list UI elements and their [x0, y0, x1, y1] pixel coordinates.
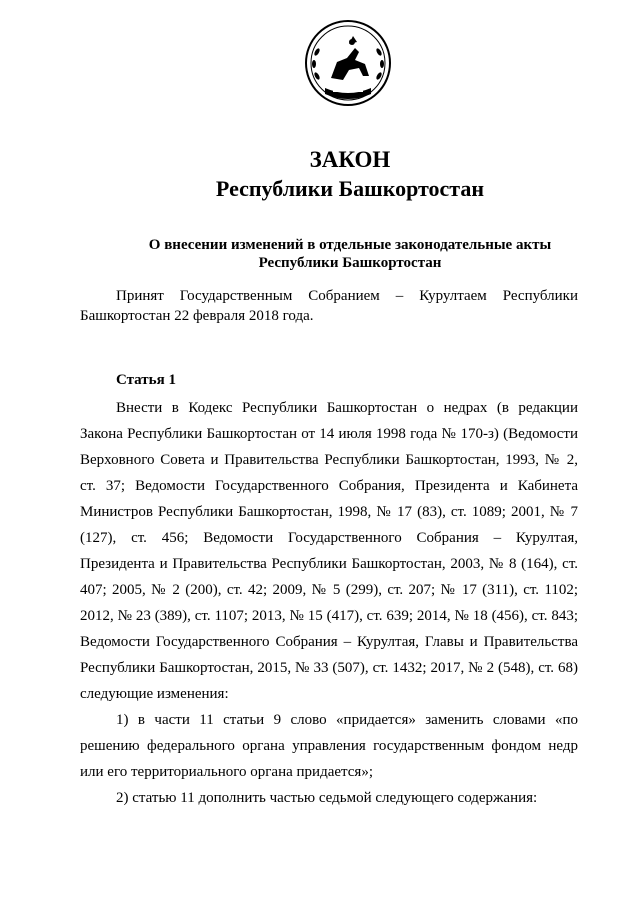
adoption-statement: Принят Государственным Собранием – Курултаем Республики Башкортостан 22 февраля 2018 года.	[80, 288, 578, 324]
law-title: ЗАКОН	[309, 147, 391, 172]
law-subject-line2: Республики Башкортостан	[258, 255, 442, 271]
coat-of-arms-emblem	[303, 18, 393, 108]
law-subject-line1: О внесении изменений в отдельные законодательные акты	[148, 237, 552, 253]
article-item-2: 2) статью 11 дополнить частью седьмой следующего содержания:	[116, 790, 538, 806]
article-item-1: 1) в части 11 статьи 9 слово «придается» заменить словами «по решению федерального органа управления государственным фондом недр или его территориального органа придается»;	[80, 712, 578, 780]
article-body: Внести в Кодекс Республики Башкортостан о недрах (в редакции Закона Республики Башкортостан от 14 июля 1998 года № 170-з) (Ведомости Верховного Совета и Правительства Республики Башкортостан, 1993, № 2, ст. 37; Ведомости Государственного Собрания, Президента и Кабинета Министров Республики Башкортостан, 1998, № 17 (83), ст. 1089; 2001, № 7 (127), ст. 456; Ведомости Государственного Собрания – Курултая, Президента и Правительства Республики Башкортостан, 2003, № 8 (164), ст. 407; 2005, № 2 (200), ст. 42; 2009, № 5 (299), ст. 207; № 17 (311), ст. 1102; 2012, № 23 (389), ст. 1107; 2013, № 15 (417), ст. 639; 2014, № 18 (456), ст. 843; Ведомости Государственного Собрания – Курултая, Главы и Правительства Республики Башкортостан, 2015, № 33 (507), ст. 1432; 2017, № 2 (548), ст. 68) следующие изменения:	[80, 400, 578, 702]
article-heading: Статья 1	[116, 372, 176, 388]
republic-title: Республики Башкортостан	[215, 176, 485, 201]
